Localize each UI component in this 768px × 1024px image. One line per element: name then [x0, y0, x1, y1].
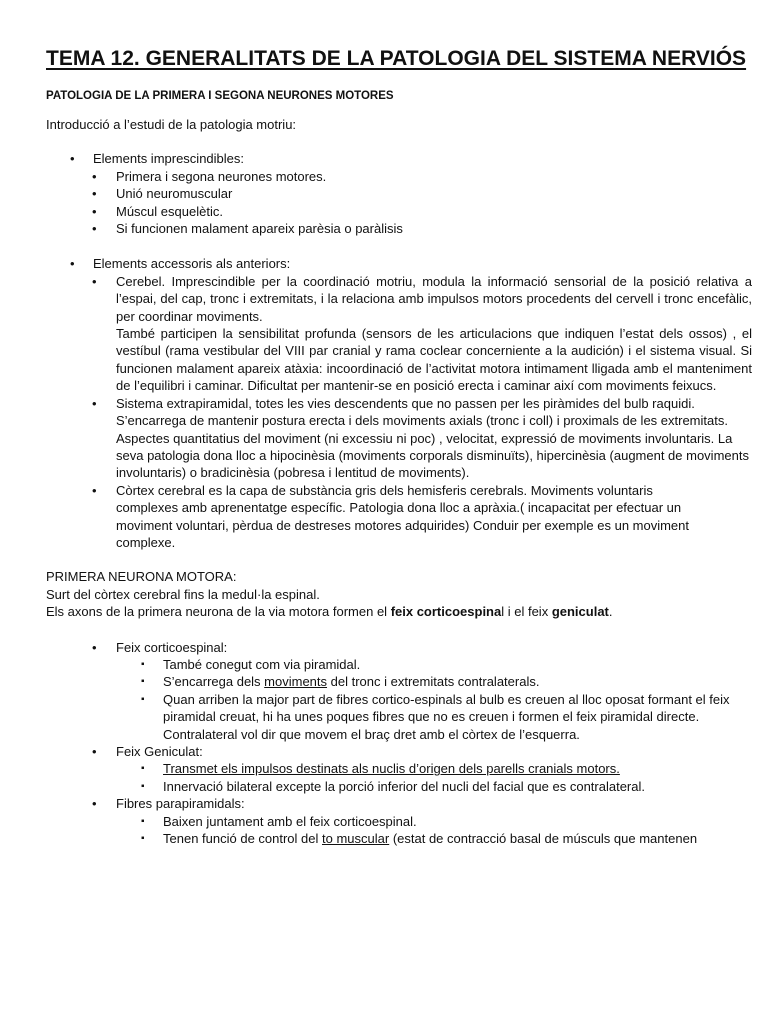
list-item: ▪ Baixen juntament amb el feix corticoespinal.: [141, 813, 417, 829]
bullet-icon: •: [70, 151, 75, 167]
list-item: • Elements imprescindibles:: [70, 151, 245, 167]
bullet-icon: •: [92, 796, 97, 812]
square-bullet-icon: ▪: [141, 676, 145, 688]
bullet-icon: •: [92, 273, 97, 289]
intro-text: Introducció a l’estudi de la patologia motriu:: [46, 117, 297, 132]
square-bullet-icon: ▪: [141, 780, 145, 792]
bullet-icon: •: [92, 395, 97, 411]
bullet-icon: •: [92, 482, 97, 498]
list-item-extrapiramidal: • Sistema extrapiramidal, totes les vies descendents que no passen per les piràmides del bulb raquidi. S’encarrega de mantenir postura erecta i dels moviments axials (tronc i coll) i proximals de les extremitats. Aspectes quantitatius del moviment (ni excessiu ni poc) , velocitat, expressió de moviments involuntaris. La seva patologia dona lloc a hipocinèsia (moviments corporals disminuïts), hipercinèsia (augment de moviments involuntaris) o bradicinèsia (pobresa i lentitud de moviments).: [92, 395, 749, 481]
list-item-cortex: • Còrtex cerebral es la capa de substància gris dels hemisferis cerebrals. Moviments voluntaris complexes amb aprenentatge específic. Patologia dona lloc a apràxia.( incapacitat per efectuar un moviment voluntari, pèrdua de destreses motores adquirides) Conduir per exemple es un moviment complexe.: [92, 482, 690, 550]
first-neuron-heading: PRIMERA NEURONA MOTORA:: [46, 569, 237, 585]
list-item: • Si funcionen malament apareix parèsia o paràlisis: [92, 221, 403, 237]
list-item: ▪ Innervació bilateral excepte la porció inferior del nucli del facial que es contralateral.: [141, 778, 645, 794]
square-bullet-icon: ▪: [141, 658, 145, 670]
list-item: • Múscul esquelètic.: [92, 203, 223, 219]
square-bullet-icon: ▪: [141, 815, 145, 827]
first-neuron-line2: Els axons de la primera neurona de la via motora formen el feix corticoespinal i el feix geniculat.: [46, 604, 613, 620]
square-bullet-icon: ▪: [141, 833, 145, 845]
list-item: • Unió neuromuscular: [92, 186, 233, 202]
bullet-icon: •: [92, 221, 97, 237]
first-neuron-line1: Surt del còrtex cerebral fins la medul·la espinal.: [46, 586, 320, 602]
list-item: ▪ També conegut com via piramidal.: [141, 656, 361, 672]
list-item: ▪ Transmet els impulsos destinats als nuclis d’origen dels parells cranials motors.: [141, 761, 620, 777]
list-item: • Elements accessoris als anteriors:: [70, 256, 291, 272]
document-page: [46, 42, 752, 847]
list-item: ▪ Quan arriben la major part de fibres cortico-espinals al bulb es creuen al lloc oposat formant el feix piramidal creuat, hi ha unes poques fibres que no es creuen i formen el feix piramidal directe. Contralateral vol dir que movem el braç dret amb el còrtex de l’esquerra.: [141, 691, 730, 742]
section-subtitle: PATOLOGIA DE LA PRIMERA I SEGONA NEURONES MOTORES: [46, 90, 394, 102]
bullet-icon: •: [92, 744, 97, 759]
tracts-list: [46, 639, 752, 848]
square-bullet-icon: ▪: [141, 763, 145, 775]
list-item-cerebel: • Cerebel. Imprescindible per la coordinació motriu, modula la informació sensorial de la posició relativa a l’espai, del cap, tronc i extremitats, i la relaciona amb impulsos motors procedents del cervell i tronc encefàlic, per coordinar moviments. També participen la sensibilitat profunda (sensors de les articulacions que indiquen l’estat dels ossos) , el vestíbul (rama vestibular del VIII par cranial y rama coclear concerniente a la audición) i el sistema visual. Si funcionen malament apareix atàxia: incoordinació de l’activitat motora intimament lligada amb el manteniment de l’equilibri i caminar. Dificultat per mantenir-se en posició erecta i caminar així com moviments feixucs.: [92, 273, 752, 394]
list-item: • Feix corticoespinal:: [92, 639, 228, 655]
bullet-icon: •: [70, 256, 75, 272]
list-item: • Primera i segona neurones motores.: [92, 168, 327, 184]
list-item: • Fibres parapiramidals:: [92, 796, 245, 812]
bullet-icon: •: [92, 186, 97, 202]
essential-elements-list: [46, 150, 752, 237]
first-motor-neuron-block: [46, 568, 752, 620]
bullet-icon: •: [92, 203, 97, 219]
list-item: ▪ Tenen funció de control del to muscular (estat de contracció basal de músculs que mantenen: [141, 831, 698, 847]
bullet-icon: •: [92, 168, 97, 184]
page-title: TEMA 12. GENERALITATS DE LA PATOLOGIA DEL SISTEMA NERVIÓS: [46, 47, 747, 70]
accessory-elements-list: [46, 255, 752, 551]
list-item: ▪ S’encarrega dels moviments del tronc i extremitats contralaterals.: [141, 674, 540, 690]
bullet-icon: •: [92, 639, 97, 655]
list-item: • Feix Geniculat:: [92, 744, 203, 759]
square-bullet-icon: ▪: [141, 693, 145, 705]
